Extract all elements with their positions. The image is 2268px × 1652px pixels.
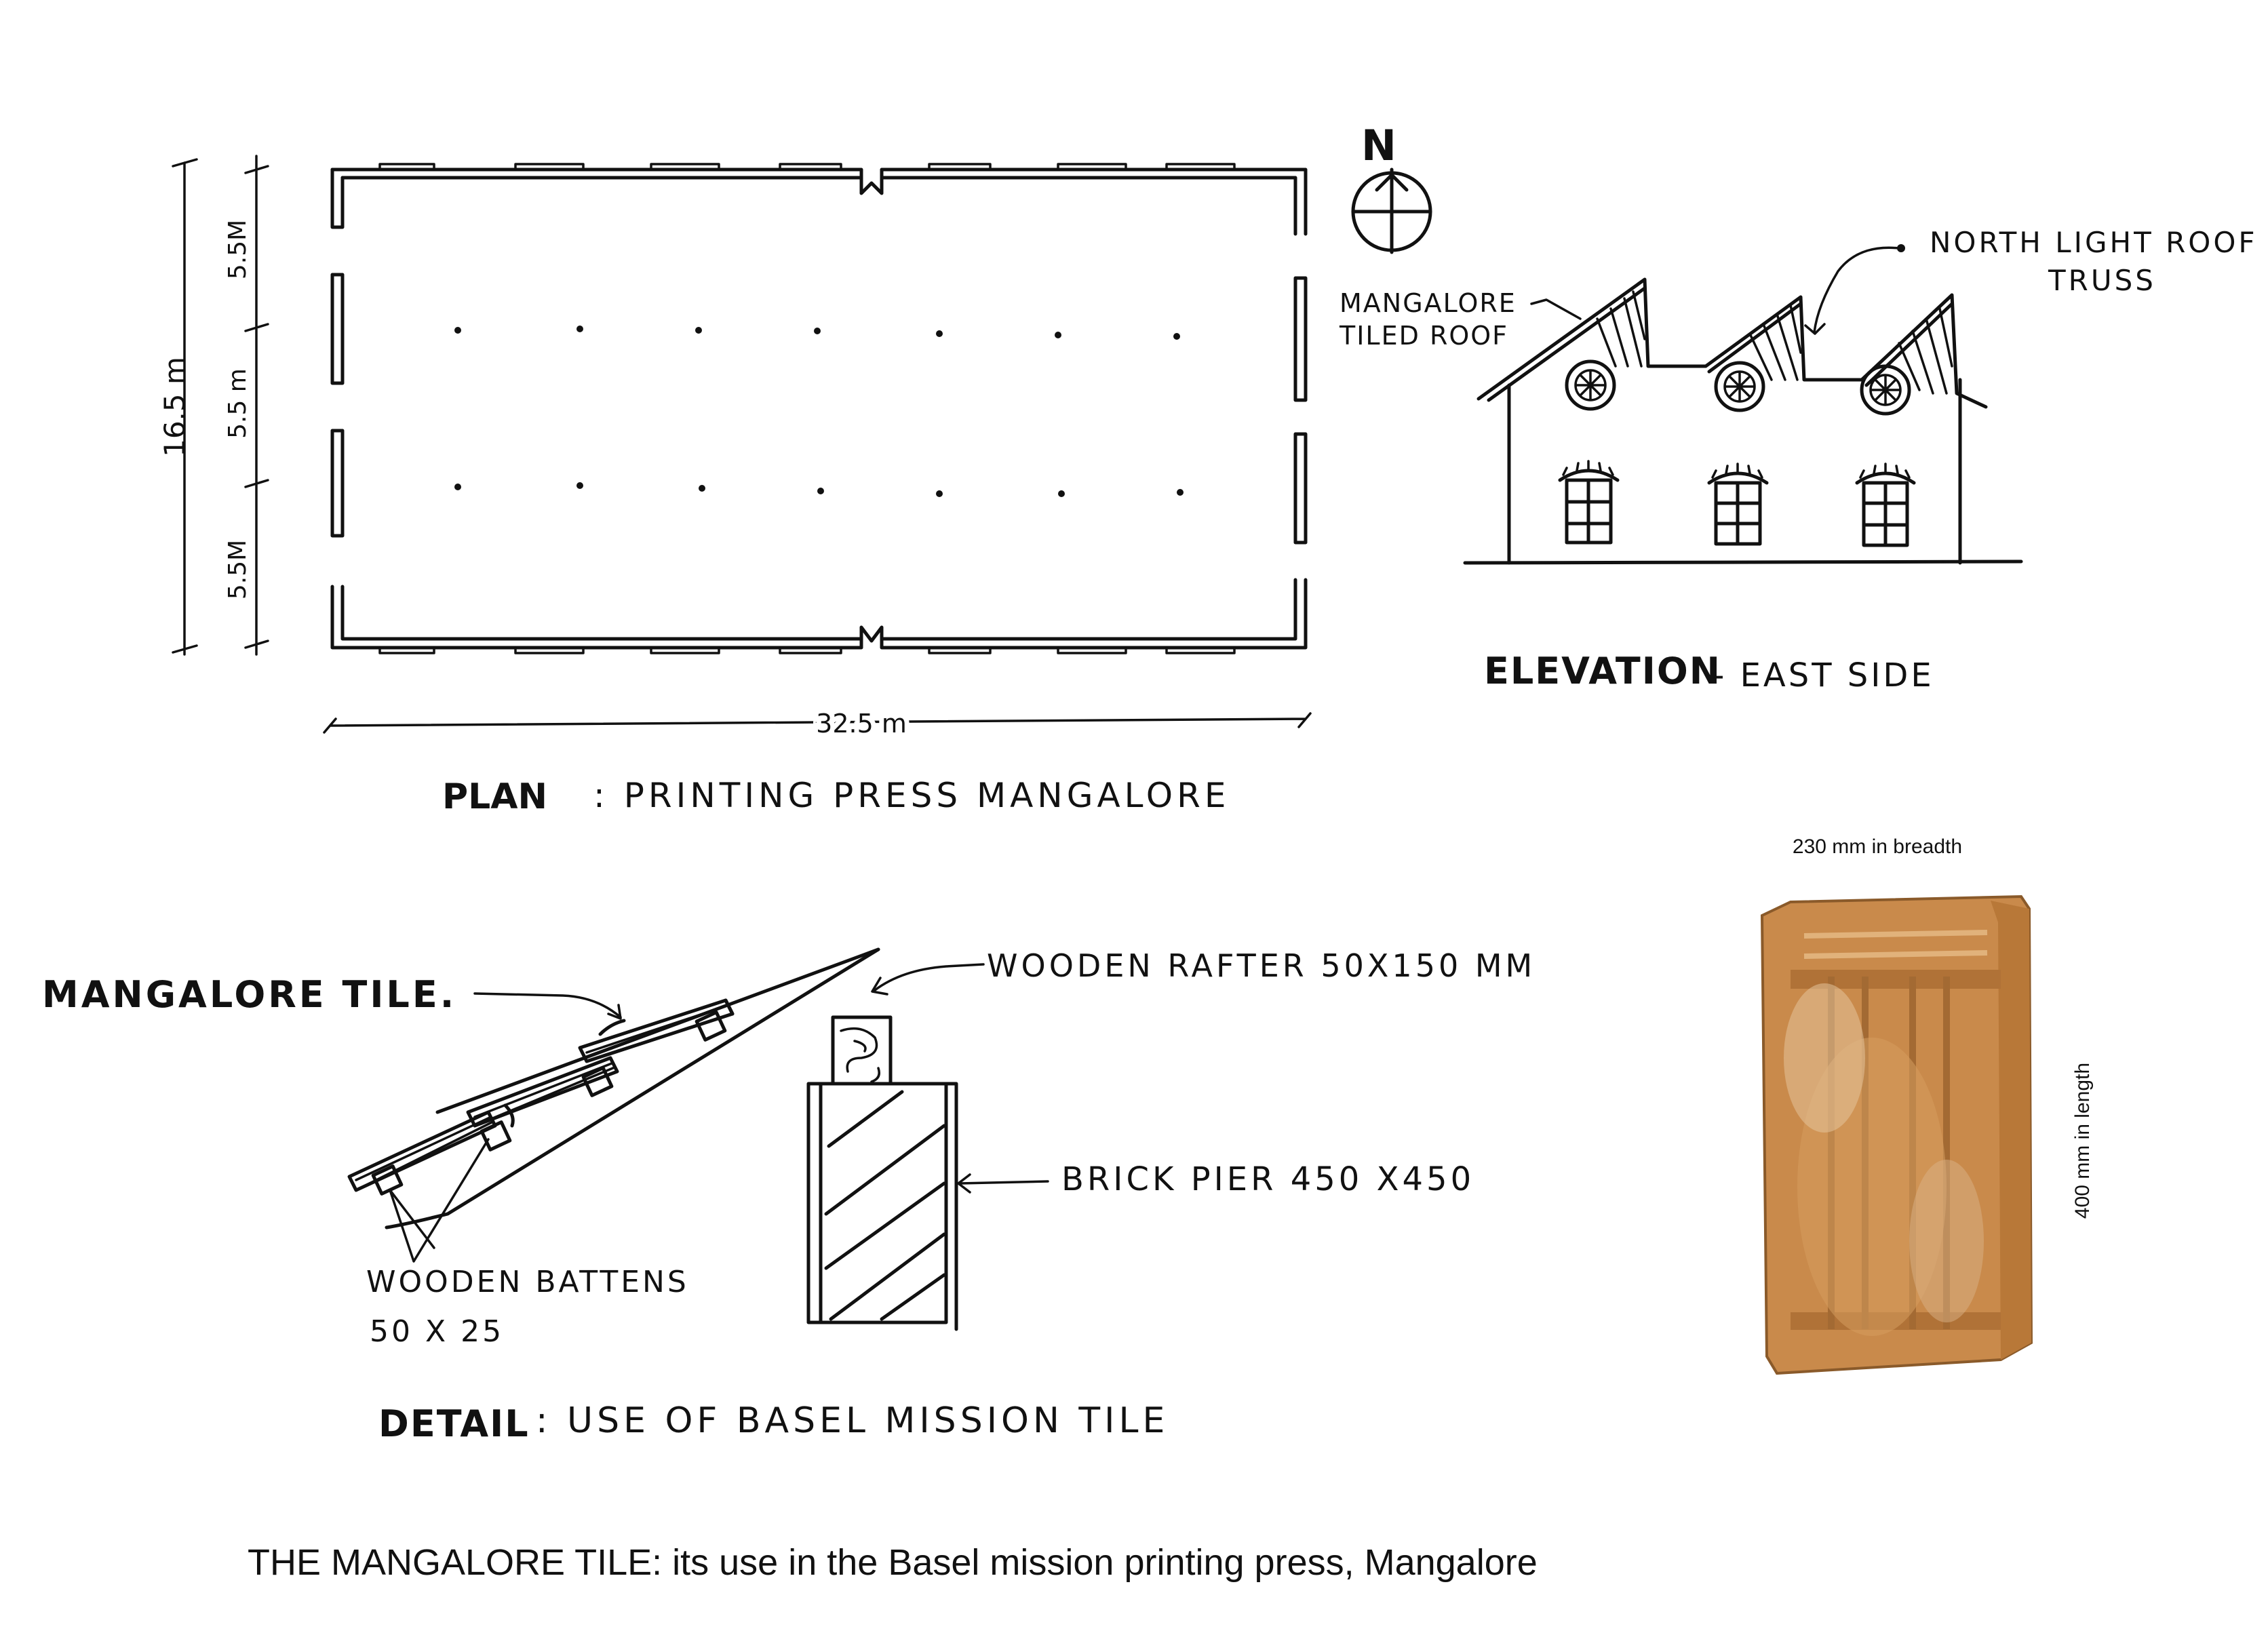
elevation-windows	[1560, 461, 1914, 545]
detail-battens	[373, 1012, 725, 1194]
truss-leader	[1814, 248, 1899, 332]
roof-label-line2: TILED ROOF	[1340, 321, 1509, 351]
plan-height-dimension: 16.5 m	[158, 357, 191, 457]
truss-hatching	[1597, 292, 1952, 393]
plan-width-dimension: 32.5 m	[816, 709, 907, 739]
battens-label-line2: 50 X 25	[370, 1314, 505, 1349]
plan-title-bold: PLAN	[442, 776, 548, 817]
plan-bay-bottom-dimension: 5.5M	[224, 539, 252, 600]
battens-label-line1: WOODEN BATTENS	[366, 1265, 689, 1299]
plan-drawing	[158, 156, 1310, 817]
detail-tiles	[349, 1000, 732, 1190]
tile-leader	[475, 994, 621, 1017]
elevation-drawing	[1339, 226, 2258, 694]
caption: THE MANGALORE TILE: its use in the Basel mission printing press, Mangalore	[248, 1542, 1538, 1583]
rafter-section	[833, 1017, 891, 1084]
brick-pier	[808, 1084, 956, 1329]
elevation-title-bold: ELEVATION	[1484, 650, 1721, 692]
pier-label: BRICK PIER 450 X450	[1061, 1160, 1475, 1198]
roof-leader	[1531, 300, 1580, 319]
elevation-round-windows	[1567, 361, 1909, 414]
rafter-label: WOODEN RAFTER 50X150 MM	[987, 947, 1536, 984]
tile-label: MANGALORE TILE.	[42, 973, 457, 1016]
north-label: N	[1361, 121, 1396, 170]
plan-bay-top-dimension: 5.5M	[224, 219, 252, 280]
plan-bay-middle-dimension: 5.5 m	[224, 368, 252, 439]
plan-walls	[332, 164, 1306, 653]
pier-leader	[960, 1181, 1048, 1183]
ground-line	[1465, 562, 2021, 563]
tile-photo	[1762, 835, 2094, 1373]
elevation-title: - EAST SIDE	[1713, 656, 1934, 694]
truss-label-line1: NORTH LIGHT ROOF	[1930, 226, 2258, 259]
tile-length-label: 400 mm in length	[2071, 1062, 2094, 1219]
tile-breadth-label: 230 mm in breadth	[1792, 835, 1963, 858]
rafter-leader	[875, 964, 983, 990]
truss-label-line2: TRUSS	[2048, 264, 2156, 297]
plan-columns	[454, 326, 1184, 497]
plan-title: : PRINTING PRESS MANGALORE	[593, 776, 1230, 815]
roof-label-line1: MANGALORE	[1340, 288, 1517, 318]
detail-drawing	[42, 947, 1536, 1445]
detail-title-bold: DETAIL	[378, 1402, 530, 1445]
north-arrow	[1353, 121, 1430, 252]
detail-title: : USE OF BASEL MISSION TILE	[536, 1400, 1169, 1441]
